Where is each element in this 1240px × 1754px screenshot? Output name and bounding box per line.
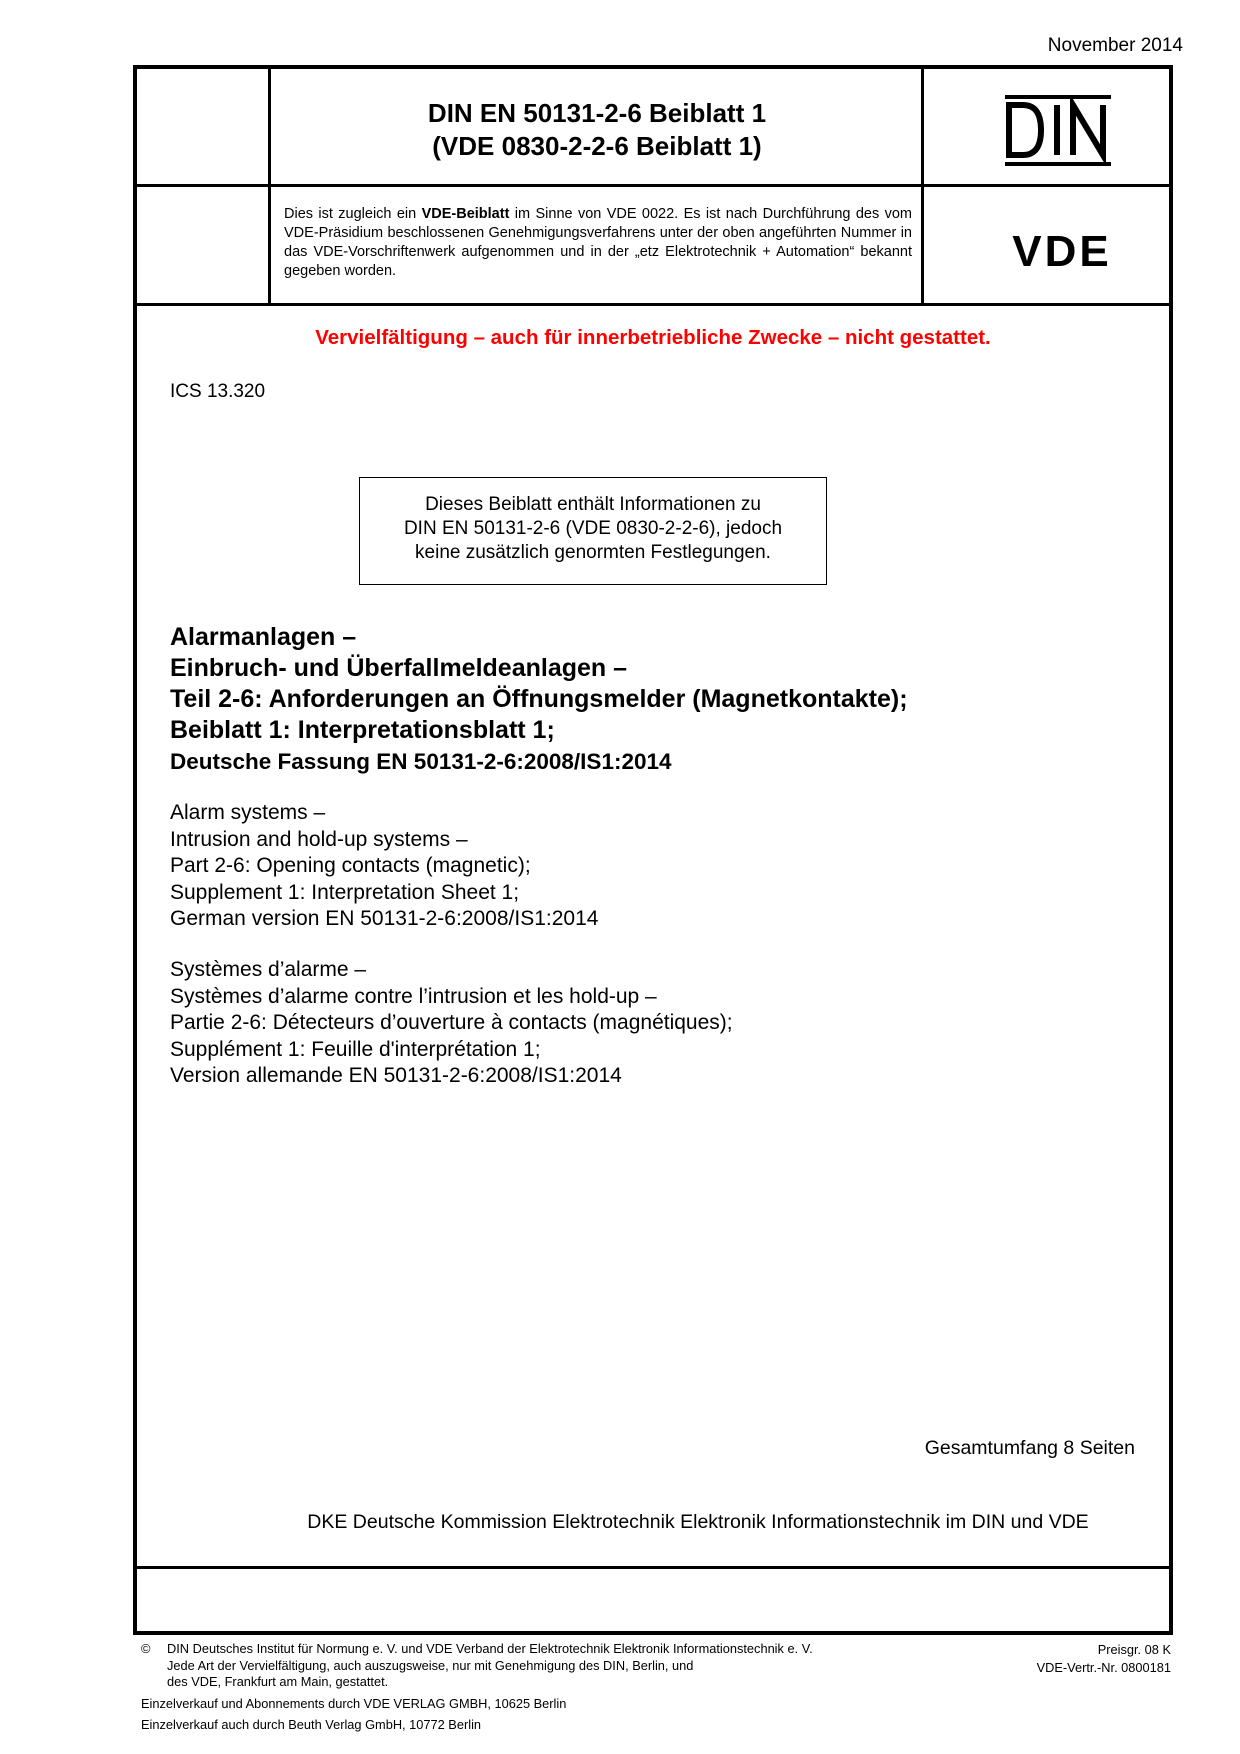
ics-code: ICS 13.320 (170, 381, 266, 402)
dke-committee: DKE Deutsche Kommission Elektrotechnik Elektronik Informationstechnik im DIN und VDE (307, 1511, 1089, 1533)
sales-info-2: Einzelverkauf auch durch Beuth Verlag GmbH, 10772 Berlin (141, 1717, 482, 1732)
footer-divider (137, 1566, 1169, 1569)
header-left-divider (268, 69, 271, 304)
vde-supplement-note: Dies ist zugleich ein VDE-Beiblatt im Sinne von VDE 0022. Es ist nach Durchführung des vom VDE-Präsidium beschlossenen Genehmigungsverfahrens unter der oben angeführten Nummer in das VDE-Vorschriftenwerk aufgenommen und in der „etz Elektrotechnik + Automation“ bekannt gegeben worden. (284, 206, 912, 279)
header-divider (137, 184, 1169, 187)
price-group: Preisgr. 08 K (1097, 1642, 1171, 1657)
total-pages: Gesamtumfang 8 Seiten (924, 1437, 1135, 1459)
title-german: Alarmanlagen – Einbruch- und Überfallmeldeanlagen – Teil 2-6: Anforderungen an Öffnungsmelder (Magnetkontakte); Beiblatt 1: Interpretationsblatt 1; Deutsche Fassung EN 50131-2-6:2008/IS1:2014 (170, 623, 908, 774)
title-french: Systèmes d’alarme – Systèmes d’alarme contre l’intrusion et les hold-up – Partie 2-6: Détecteurs d’ouverture à contacts (magnétiques); Supplément 1: Feuille d'interprétation 1; Version allemande EN 50131-2-6:2008/IS1:2014 (170, 958, 733, 1087)
header-right-divider (921, 69, 924, 304)
standard-number (273, 97, 921, 163)
vde-logo: VDE (1012, 227, 1112, 276)
publication-date: November 2014 (1047, 35, 1183, 56)
standard-number-line2: (VDE 0830-2-2-6 Beiblatt 1) (432, 131, 762, 161)
copy-warning: Vervielfältigung – auch für innerbetriebliche Zwecke – nicht gestattet. (315, 326, 991, 349)
standard-number-line1: DIN EN 50131-2-6 Beiblatt 1 (427, 98, 767, 128)
din-logo (1003, 95, 1113, 167)
title-english: Alarm systems – Intrusion and hold-up systems – Part 2-6: Opening contacts (magnetic); Supplement 1: Interpretation Sheet 1; German version EN 50131-2-6:2008/IS1:2014 (170, 801, 599, 930)
copyright-symbol: © (141, 1641, 151, 1656)
vde-order-number: VDE-Vertr.-Nr. 0800181 (1036, 1660, 1171, 1675)
sales-info-1: Einzelverkauf und Abonnements durch VDE VERLAG GMBH, 10625 Berlin (141, 1695, 567, 1711)
cover-frame (133, 65, 1173, 1635)
footer-price (1037, 1641, 1171, 1677)
info-box: Dieses Beiblatt enthält Informationen zu DIN EN 50131-2-6 (VDE 0830-2-2-6), jedoch keine zusätzlich genormten Festlegungen. (359, 477, 827, 585)
footer-copyright: © DIN Deutsches Institut für Normung e. V. und VDE Verband der Elektrotechnik Elektronik Informationstechnik e. V. Jede Art der Vervielfältigung, auch auszugsweise, nur mit Genehmigung des DIN, Berlin, und des VDE, Frankfurt am Main, gestattet. Einzelverkauf und Abonnements durch VDE VERLAG GMBH, 10625 Berlin Einzelverkauf auch durch Beuth Verlag GmbH, 10772 Berlin (141, 1641, 813, 1732)
header-bottom-divider (137, 303, 1169, 306)
